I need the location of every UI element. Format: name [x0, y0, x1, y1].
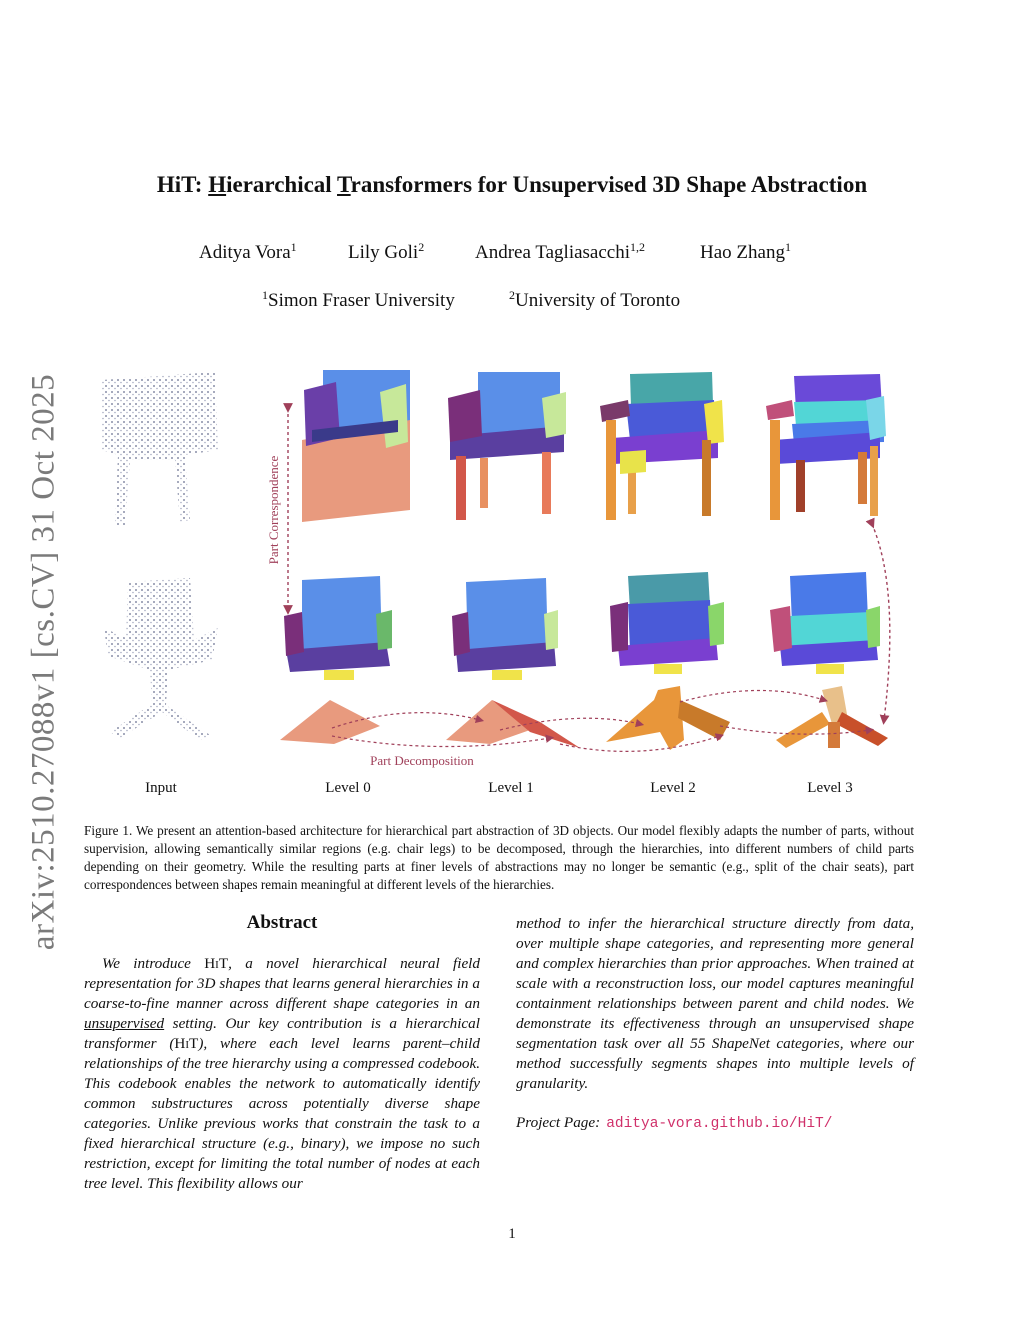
hit-name: HiT	[204, 955, 229, 972]
abstract-heading: Abstract	[246, 912, 318, 933]
abstract-text: setting. Our key contribution is a hierarchical transformer (	[84, 1015, 480, 1052]
author-name: Hao Zhang	[700, 242, 785, 263]
level1-office-chair	[446, 578, 580, 748]
project-page-link[interactable]: aditya-vora.github.io/HiT/	[606, 1116, 833, 1132]
level1-chair-top	[448, 372, 566, 520]
author-2	[348, 240, 424, 264]
abstract-left-column	[84, 954, 480, 1194]
level3-office-chair	[770, 572, 888, 748]
part-decomposition-arrow-5	[680, 690, 824, 702]
column-label-level-3: Level 3	[807, 780, 853, 796]
arxiv-identifier: arXiv:2510.27088v1 [cs.CV] 31 Oct 2025	[25, 373, 62, 951]
affiliation-name: University of Toronto	[515, 290, 681, 311]
title-prefix: HiT:	[156, 172, 209, 197]
unsupervised-emphasis: unsupervised	[84, 1015, 165, 1032]
affiliation-number: 2	[509, 288, 515, 302]
page-number: 1	[508, 1226, 516, 1242]
paper-title	[0, 172, 1024, 198]
project-page-label: Project Page:	[516, 1114, 601, 1131]
affiliation-name: Simon Fraser University	[268, 290, 455, 311]
column-label-level-1: Level 1	[488, 780, 534, 796]
author-affiliation-mark: 1,2	[630, 240, 645, 254]
affiliation-2	[509, 288, 680, 312]
input-pointcloud-office-chair	[104, 578, 218, 740]
author-name: Lily Goli	[348, 242, 419, 263]
column-label-input: Input	[145, 780, 177, 796]
level0-chair-top	[302, 370, 410, 522]
author-1	[199, 240, 297, 264]
author-name: Aditya Vora	[199, 242, 291, 263]
title-rest: ransformers for Unsupervised 3D Shape Abstraction	[350, 172, 868, 197]
level2-chair-top	[600, 372, 724, 520]
project-page	[516, 1114, 832, 1132]
input-pointcloud-chair	[102, 372, 218, 525]
column-label-level-0: Level 0	[325, 780, 371, 796]
abstract-right-column: method to infer the hierarchical structure directly from data, over multiple shape categories, and representing more general and complex hierarchies than prior approaches. When trained at scale with a reconstruction loss, our model captures meaningful containment relationships between parent and child nodes. We demonstrate its effectiveness through an unsupervised shape segmentation task over all 55 ShapeNet categories, where our method successfully segments shapes into multiple levels of granularity.	[516, 915, 914, 1092]
affiliation-number: 1	[262, 288, 268, 302]
figure-illustration	[80, 360, 950, 810]
part-decomposition-arrow-2	[332, 736, 550, 747]
author-4	[700, 240, 791, 264]
figure-1	[80, 360, 950, 810]
title-t-underlined: T	[337, 172, 351, 197]
part-decomposition-label: Part Decomposition	[370, 753, 474, 768]
column-label-level-2: Level 2	[650, 780, 696, 796]
abstract-text: ), where each level learns parent–child relationships of the tree hierarchy using a compressed codebook. This codebook enables the network to automatically identify common substructures across potentially diverse shape categories. Unlike previous works that constrain the task to a fixed hierarchical structure (e.g., binary), we impose no such restriction, except for limiting the total number of nodes at each tree level. This flexibility allows our	[84, 1035, 480, 1192]
abstract-text: , a novel hierarchical neural field representation for 3D shapes that learns general hierarchies in a coarse-to-fine manner across different shape categories in an	[84, 955, 480, 1012]
affiliation-1	[262, 288, 455, 312]
figure-caption: Figure 1. We present an attention-based architecture for hierarchical part abstraction of 3D objects. Our model flexibly adapts the number of parts, without supervision, allowing semantically similar regions (e.g. chair legs) to be decomposed, through the hierarchies, into different numbers of child parts depending on their geometry. While the resulting parts at finer levels of abstractions may no longer be semantic (e.g., split of the chair seats), part correspondences between shapes remain meaningful at different levels of the hierarchies.	[84, 823, 914, 892]
level2-office-chair	[606, 572, 730, 750]
author-3	[475, 240, 645, 264]
title-hi-rest: ierarchical	[226, 172, 338, 197]
author-affiliation-mark: 1	[784, 240, 791, 254]
title-h-underlined: H	[208, 172, 227, 197]
part-decomposition-arrow-4	[560, 736, 720, 751]
author-affiliation-mark: 1	[290, 240, 297, 254]
author-affiliation-mark: 2	[418, 240, 425, 254]
level0-office-chair	[280, 576, 392, 744]
hit-name: HiT	[174, 1035, 199, 1052]
author-name: Andrea Tagliasacchi	[475, 242, 630, 263]
part-correspondence-label: Part Correspondence	[266, 455, 281, 565]
level3-chair-top	[766, 374, 886, 520]
abstract-text: We introduce	[102, 955, 205, 972]
